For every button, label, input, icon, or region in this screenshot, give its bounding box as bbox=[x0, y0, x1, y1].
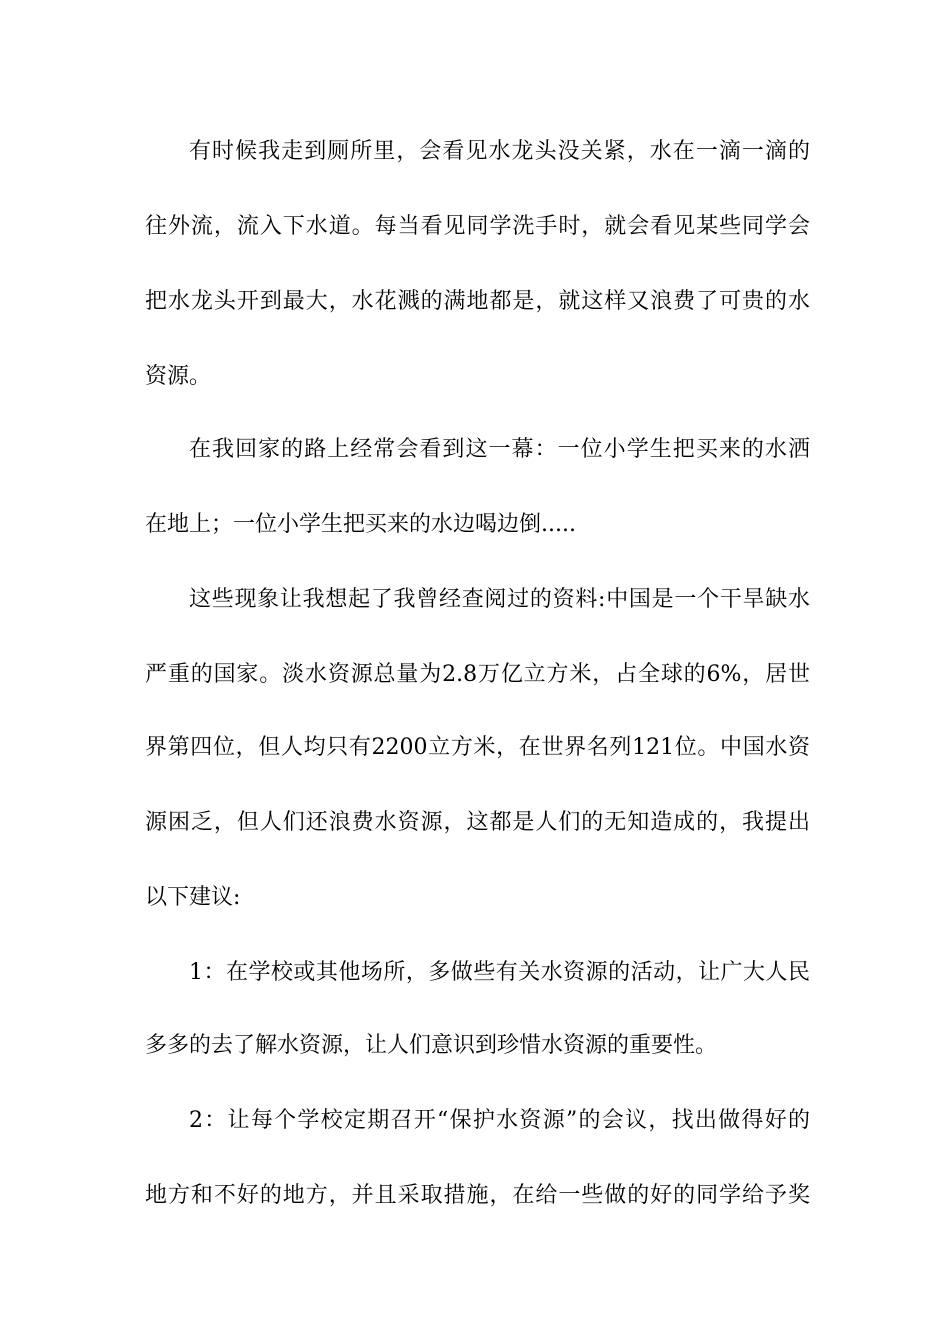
text-line: 往外流，流入下水道。每当看见同学洗手时，就会看见某些同学会 bbox=[145, 214, 810, 239]
text-line: 有时候我走到厕所里，会看见水龙头没关紧，水在一滴一滴的 bbox=[189, 139, 810, 164]
text-line: 严重的国家。淡水资源总量为2.8万亿立方米，占全球的6%，居世 bbox=[145, 662, 810, 687]
text-line: 把水龙头开到最大，水花溅的满地都是，就这样又浪费了可贵的水 bbox=[145, 289, 810, 314]
text-line: 这些现象让我想起了我曾经查阅过的资料:中国是一个干旱缺水 bbox=[189, 587, 810, 612]
text-line: 以下建议: bbox=[145, 885, 241, 910]
text-line: 在地上；一位小学生把买来的水边喝边倒..... bbox=[145, 512, 576, 537]
text-line: 地方和不好的地方，并且采取措施，在给一些做的好的同学给予奖 bbox=[145, 1183, 810, 1208]
text-line: 1：在学校或其他场所，多做些有关水资源的活动，让广大人民 bbox=[189, 960, 810, 985]
text-line: 2：让每个学校定期召开“保护水资源”的会议，找出做得好的 bbox=[189, 1108, 810, 1133]
text-line: 多多的去了解水资源，让人们意识到珍惜水资源的重要性。 bbox=[145, 1033, 718, 1058]
text-line: 在我回家的路上经常会看到这一幕：一位小学生把买来的水洒 bbox=[189, 437, 810, 462]
text-line: 源困乏，但人们还浪费水资源，这都是人们的无知造成的，我提出 bbox=[145, 810, 810, 835]
text-line: 界第四位，但人均只有2200立方米，在世界名列121位。中国水资 bbox=[145, 735, 810, 760]
text-line: 资源。 bbox=[145, 364, 212, 389]
